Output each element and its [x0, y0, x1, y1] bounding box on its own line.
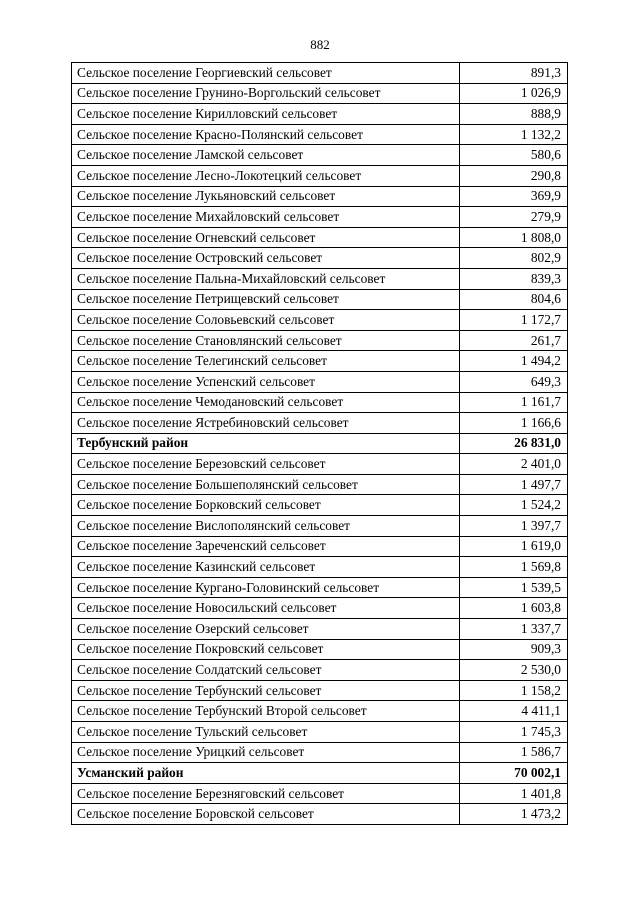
settlement-value: 649,3: [460, 371, 568, 392]
table-row: [72, 207, 568, 228]
table-row: [72, 124, 568, 145]
settlement-name: Сельское поселение Красно-Полянский сельсовет: [72, 124, 460, 145]
table-row: [72, 145, 568, 166]
settlement-name: Сельское поселение Огневский сельсовет: [72, 227, 460, 248]
table-row: [72, 619, 568, 640]
table-row: [72, 660, 568, 681]
table-row: [72, 227, 568, 248]
settlement-name: Сельское поселение Пальна-Михайловский сельсовет: [72, 268, 460, 289]
settlement-name: Сельское поселение Боровской сельсовет: [72, 804, 460, 825]
settlement-value: 1 524,2: [460, 495, 568, 516]
district-row: [72, 433, 568, 454]
settlement-name: Сельское поселение Кургано-Головинский сельсовет: [72, 577, 460, 598]
settlement-name: Сельское поселение Георгиевский сельсовет: [72, 63, 460, 84]
settlement-value: 1 808,0: [460, 227, 568, 248]
table-row: [72, 351, 568, 372]
settlement-name: Сельское поселение Петрищевский сельсовет: [72, 289, 460, 310]
district-name: Тербунский район: [72, 433, 460, 454]
settlement-value: 804,6: [460, 289, 568, 310]
settlement-value: 1 161,7: [460, 392, 568, 413]
settlement-name: Сельское поселение Ламской сельсовет: [72, 145, 460, 166]
settlement-value: 1 172,7: [460, 310, 568, 331]
settlement-value: 1 026,9: [460, 83, 568, 104]
settlement-name: Сельское поселение Урицкий сельсовет: [72, 742, 460, 763]
settlement-value: 261,7: [460, 330, 568, 351]
settlement-value: 1 158,2: [460, 680, 568, 701]
table-row: [72, 330, 568, 351]
district-total: 26 831,0: [460, 433, 568, 454]
table-row: [72, 454, 568, 475]
table-row: [72, 680, 568, 701]
settlement-name: Сельское поселение Тербунский сельсовет: [72, 680, 460, 701]
table-row: [72, 783, 568, 804]
district-row: [72, 763, 568, 784]
table-row: [72, 742, 568, 763]
table-row: [72, 165, 568, 186]
table-row: [72, 371, 568, 392]
settlement-value: 1 397,7: [460, 516, 568, 537]
table-row: [72, 536, 568, 557]
settlement-name: Сельское поселение Лукьяновский сельсовет: [72, 186, 460, 207]
table-row: [72, 577, 568, 598]
settlement-value: 1 745,3: [460, 722, 568, 743]
settlement-name: Сельское поселение Покровский сельсовет: [72, 639, 460, 660]
settlement-name: Сельское поселение Ястребиновский сельсовет: [72, 413, 460, 434]
page-number: 882: [310, 37, 330, 52]
table-row: [72, 701, 568, 722]
table-row: [72, 104, 568, 125]
settlement-name: Сельское поселение Тербунский Второй сельсовет: [72, 701, 460, 722]
settlement-name: Сельское поселение Тульский сельсовет: [72, 722, 460, 743]
table-row: [72, 557, 568, 578]
settlement-name: Сельское поселение Лесно-Локотецкий сельсовет: [72, 165, 460, 186]
settlement-value: 1 619,0: [460, 536, 568, 557]
settlement-value: 290,8: [460, 165, 568, 186]
settlement-value: 1 539,5: [460, 577, 568, 598]
settlement-name: Сельское поселение Грунино-Воргольский сельсовет: [72, 83, 460, 104]
settlement-value: 1 497,7: [460, 474, 568, 495]
district-name: Усманский район: [72, 763, 460, 784]
settlement-value: 909,3: [460, 639, 568, 660]
settlement-name: Сельское поселение Телегинский сельсовет: [72, 351, 460, 372]
settlement-name: Сельское поселение Березовский сельсовет: [72, 454, 460, 475]
settlement-value: 802,9: [460, 248, 568, 269]
settlement-value: 888,9: [460, 104, 568, 125]
settlement-name: Сельское поселение Становлянский сельсовет: [72, 330, 460, 351]
settlement-value: 1 473,2: [460, 804, 568, 825]
table-row: [72, 413, 568, 434]
table-row: [72, 722, 568, 743]
table-row: [72, 804, 568, 825]
settlement-name: Сельское поселение Казинский сельсовет: [72, 557, 460, 578]
table-row: [72, 186, 568, 207]
settlement-value: 1 401,8: [460, 783, 568, 804]
table-row: [72, 598, 568, 619]
settlement-name: Сельское поселение Озерский сельсовет: [72, 619, 460, 640]
settlement-value: 1 603,8: [460, 598, 568, 619]
settlement-value: 1 494,2: [460, 351, 568, 372]
settlement-value: 1 166,6: [460, 413, 568, 434]
settlement-value: 4 411,1: [460, 701, 568, 722]
settlement-value: 2 401,0: [460, 454, 568, 475]
settlement-name: Сельское поселение Соловьевский сельсовет: [72, 310, 460, 331]
settlement-name: Сельское поселение Березняговский сельсовет: [72, 783, 460, 804]
settlement-name: Сельское поселение Солдатский сельсовет: [72, 660, 460, 681]
settlement-name: Сельское поселение Новосильский сельсовет: [72, 598, 460, 619]
settlement-value: 369,9: [460, 186, 568, 207]
settlement-name: Сельское поселение Михайловский сельсовет: [72, 207, 460, 228]
settlement-name: Сельское поселение Успенский сельсовет: [72, 371, 460, 392]
settlement-name: Сельское поселение Островский сельсовет: [72, 248, 460, 269]
table-body: [72, 63, 568, 825]
settlement-value: 1 337,7: [460, 619, 568, 640]
table-row: [72, 639, 568, 660]
settlement-value: 839,3: [460, 268, 568, 289]
table-row: [72, 63, 568, 84]
table-row: [72, 392, 568, 413]
settlement-name: Сельское поселение Борковский сельсовет: [72, 495, 460, 516]
table-row: [72, 289, 568, 310]
settlement-value: 1 569,8: [460, 557, 568, 578]
settlement-name: Сельское поселение Зареченский сельсовет: [72, 536, 460, 557]
settlement-value: 279,9: [460, 207, 568, 228]
settlement-value: 2 530,0: [460, 660, 568, 681]
settlement-name: Сельское поселение Вислополянский сельсовет: [72, 516, 460, 537]
settlement-value: 580,6: [460, 145, 568, 166]
settlement-value: 1 586,7: [460, 742, 568, 763]
settlement-value: 1 132,2: [460, 124, 568, 145]
table-row: [72, 474, 568, 495]
table-row: [72, 310, 568, 331]
table-row: [72, 495, 568, 516]
allocation-table: [71, 62, 568, 825]
table-row: [72, 248, 568, 269]
district-total: 70 002,1: [460, 763, 568, 784]
settlement-name: Сельское поселение Большеполянский сельсовет: [72, 474, 460, 495]
settlement-value: 891,3: [460, 63, 568, 84]
settlement-name: Сельское поселение Чемодановский сельсовет: [72, 392, 460, 413]
table-row: [72, 268, 568, 289]
table-row: [72, 516, 568, 537]
settlement-name: Сельское поселение Кирилловский сельсовет: [72, 104, 460, 125]
table-row: [72, 83, 568, 104]
